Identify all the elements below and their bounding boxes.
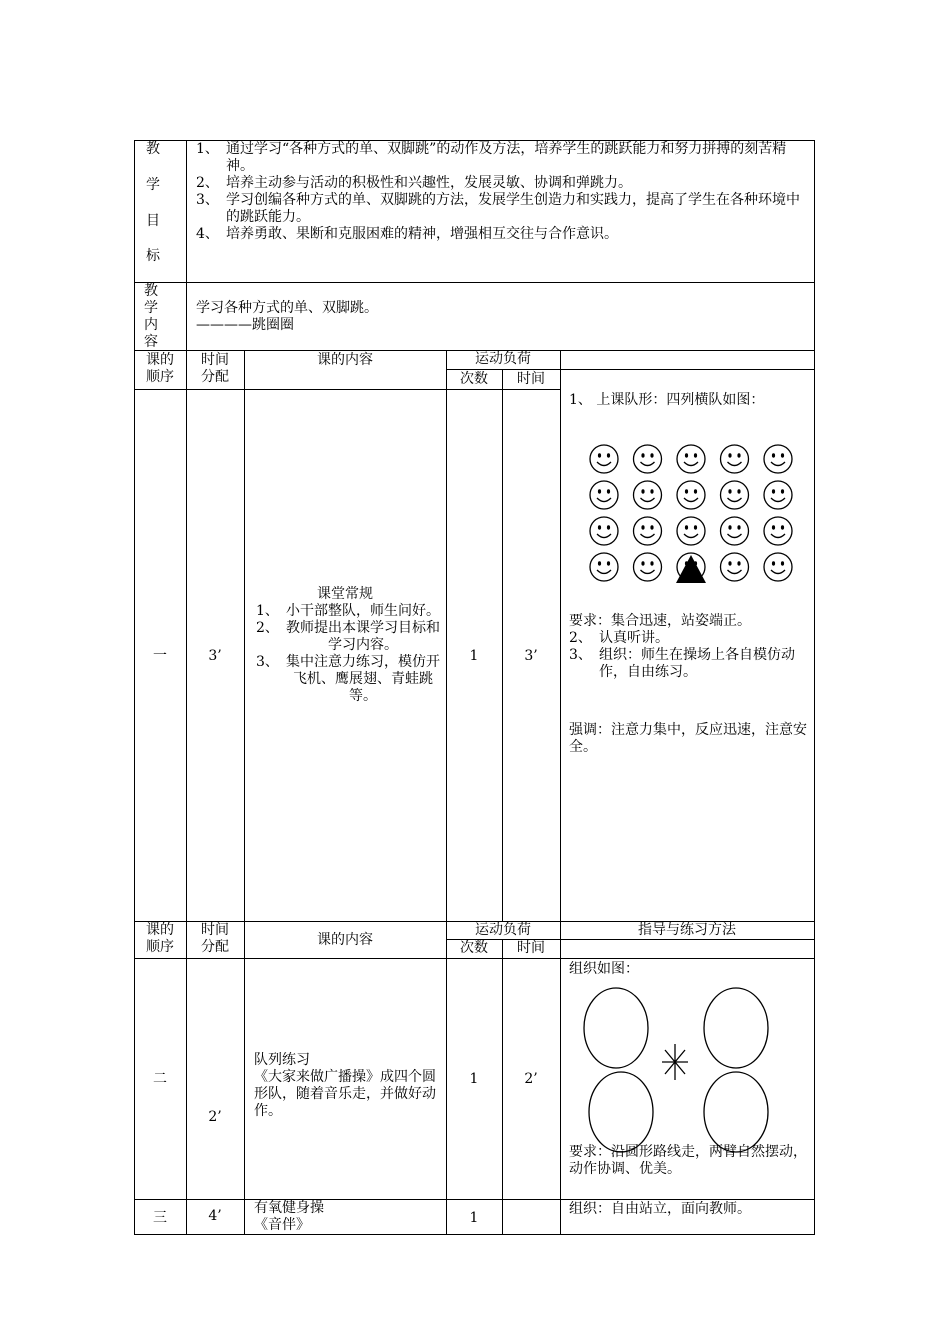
row-order: 三 <box>153 1210 167 1226</box>
method-requirement: 要求：集合迅速，站姿端正。 <box>569 613 751 629</box>
order-header: 课的 顺序 <box>146 352 174 385</box>
smiley-face-icon <box>634 481 662 509</box>
objective-item: 1、 通过学习“各种方式的单、双脚跳”的动作及方法，培养学生的跳跃能力和努力拼搏的刻苦精神。 <box>196 141 787 174</box>
smiley-face-icon <box>764 445 792 473</box>
circle-group <box>584 988 648 1068</box>
table-border <box>814 140 815 1235</box>
smiley-face-icon <box>590 481 618 509</box>
objective-item: 4、 培养勇敢、果断和克服困难的精神，增强相互交往与合作意识。 <box>196 226 618 242</box>
row-time: 4’ <box>208 1208 222 1224</box>
table-border <box>134 958 815 959</box>
objectives-header-char: 目 <box>146 213 160 229</box>
row-order: 一 <box>153 648 167 664</box>
method-title: 组织如图： <box>569 961 639 977</box>
smiley-face-icon <box>764 481 792 509</box>
objectives-header-char: 教 <box>146 141 160 157</box>
row-duration: 3’ <box>524 648 538 664</box>
circle-group <box>704 988 768 1068</box>
smiley-face-icon <box>677 517 705 545</box>
smiley-face-icon <box>721 553 749 581</box>
table-border <box>560 350 561 1235</box>
row-count: 1 <box>469 1210 479 1226</box>
content-header-cell: 课的内容 <box>317 932 373 948</box>
list-item: 2、 认真听讲。 <box>569 630 669 646</box>
objective-item: 2、 培养主动参与活动的积极性和兴趣性，发展灵敏、协调和弹跳力。 <box>196 175 632 191</box>
teacher-star-icon <box>662 1044 688 1080</box>
objectives-header-char: 学 <box>146 177 160 193</box>
row-duration: 2’ <box>524 1071 538 1087</box>
smiley-face-icon <box>764 517 792 545</box>
row-content-list <box>256 603 440 705</box>
content-header: 教 学 内 容 <box>144 283 158 350</box>
method-title: 1、 上课队形：四列横队如图： <box>569 392 765 408</box>
objective-item: 3、 学习创编各种方式的单、双脚跳的方法，发展学生创造力和实践力，提高了学生在各种环境中的跳跃能力。 <box>196 192 800 225</box>
order-header: 课的 顺序 <box>146 922 174 955</box>
content-line: 学习各种方式的单、双脚跳。 <box>196 300 378 316</box>
list-item: 3、 组织：师生在操场上各自模仿动作，自由练习。 <box>569 647 795 680</box>
table-border <box>244 350 245 1235</box>
method-requirement: 要求：沿圆形路线走，两臂自然摆动，动作协调、优美。 <box>569 1144 807 1177</box>
list-item: 3、 集中注意力练习，模仿开飞机、鹰展翅、青蛙跳等。 <box>256 654 440 704</box>
objectives-list <box>196 141 808 243</box>
smiley-face-icon <box>590 445 618 473</box>
table-border <box>134 282 815 283</box>
method-list <box>569 630 809 681</box>
method-header: 指导与练习方法 <box>638 922 736 938</box>
table-border <box>134 1199 815 1200</box>
row-count: 1 <box>469 648 479 664</box>
smiley-face-icon <box>764 553 792 581</box>
smiley-face-icon <box>677 481 705 509</box>
table-border <box>446 369 560 370</box>
content-line: ————跳圈圈 <box>196 317 294 333</box>
smiley-face-icon <box>590 553 618 581</box>
smiley-face-icon <box>677 445 705 473</box>
time-header: 时间 分配 <box>201 352 229 385</box>
teacher-triangle-icon <box>676 555 706 583</box>
row-time: 2’ <box>208 1109 222 1125</box>
table-border <box>446 350 447 1235</box>
method-emphasis: 强调：注意力集中，反应迅速，注意安全。 <box>569 722 807 755</box>
table-border <box>186 140 187 1235</box>
list-item: 2、 教师提出本课学习目标和学习内容。 <box>256 620 440 653</box>
time-header: 时间 分配 <box>201 922 229 955</box>
duration-header: 时间 <box>517 940 545 956</box>
row-time: 3’ <box>208 648 222 664</box>
count-header: 次数 <box>460 940 488 956</box>
count-header: 次数 <box>460 371 488 387</box>
formation-diagram <box>580 440 800 600</box>
table-border <box>134 389 560 390</box>
circle-formation-diagram <box>570 978 810 1158</box>
row-content: 有氧健身操 《音伴》 <box>254 1200 324 1233</box>
row-content: 队列练习 《大家来做广播操》成四个圆形队，随着音乐走，并做好动作。 <box>254 1052 436 1119</box>
load-header: 运动负荷 <box>475 922 531 938</box>
smiley-face-icon <box>590 517 618 545</box>
circle-group <box>704 1072 768 1152</box>
table-border <box>560 369 815 370</box>
smiley-face-icon <box>721 445 749 473</box>
smiley-face-icon <box>634 517 662 545</box>
row-count: 1 <box>469 1071 479 1087</box>
row-order: 二 <box>153 1071 167 1087</box>
load-header: 运动负荷 <box>475 351 531 367</box>
smiley-face-icon <box>721 517 749 545</box>
smiley-face-icon <box>721 481 749 509</box>
table-border <box>134 1234 815 1235</box>
method-text: 组织：自由站立，面向教师。 <box>569 1201 751 1217</box>
duration-header: 时间 <box>517 371 545 387</box>
smiley-face-icon <box>634 553 662 581</box>
smiley-face-icon <box>634 445 662 473</box>
objectives-header-char: 标 <box>146 248 160 264</box>
row-content-title: 课堂常规 <box>317 586 373 602</box>
circle-group <box>589 1072 653 1152</box>
list-item: 1、 小干部整队，师生问好。 <box>256 603 440 619</box>
content-header-cell: 课的内容 <box>317 352 373 368</box>
